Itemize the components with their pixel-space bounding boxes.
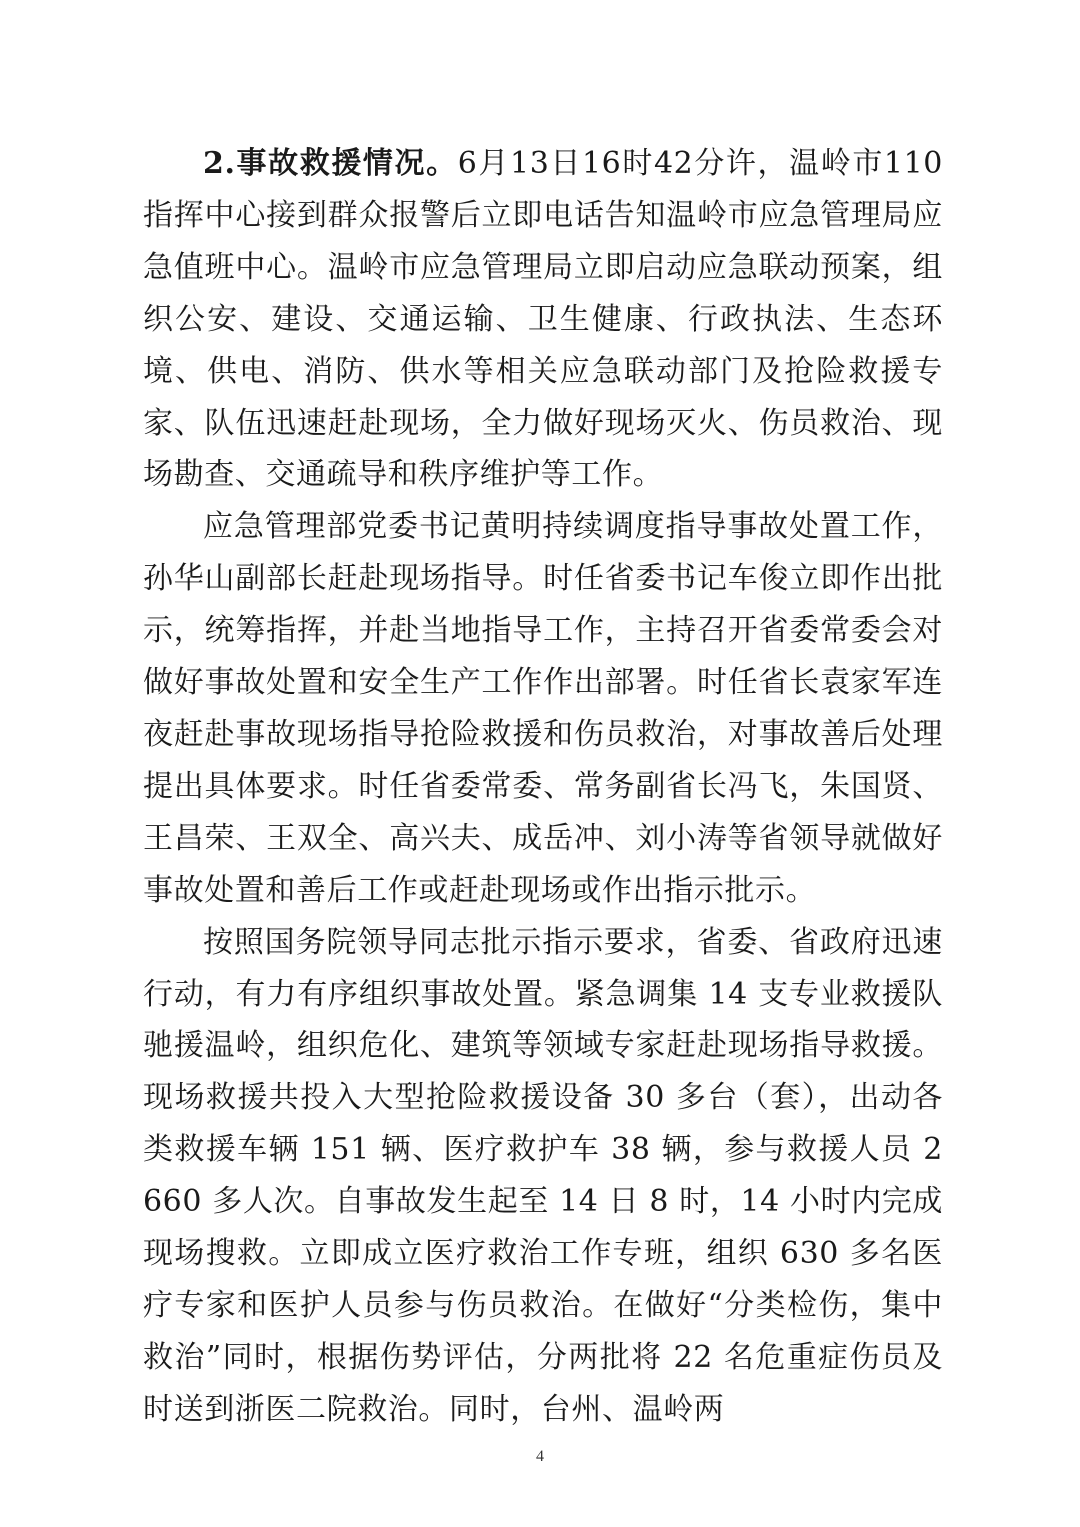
section-heading: 2.事故救援情况。 [203,146,458,181]
paragraph-emergency-disposal [143,917,943,1436]
paragraph-text: 应急管理部党委书记黄明持续调度指导事故处置工作，孙华山副部长赶赴现场指导。时任省委书记车俊立即作出批示，统筹指挥，并赴当地指导工作，主持召开省委常委会对做好事故处置和安全生产工作作出部署。时任省长袁家军连夜赶赴事故现场指导抢险救援和伤员救治，对事故善后处理提出具体要求。时任省委常委、常务副省长冯飞，朱国贤、王昌荣、王双全、高兴夫、成岳冲、刘小涛等省领导就做好事故处置和善后工作或赶赴现场或作出指示批示。 [143,509,943,908]
paragraph-text: 6月13日16时42分许，温岭市110指挥中心接到群众报警后立即电话告知温岭市应急管理局应急值班中心。温岭市应急管理局立即启动应急联动预案，组织公安、建设、交通运输、卫生健康、行政执法、生态环境、供电、消防、供水等相关应急联动部门及抢险救援专家、队伍迅速赶赴现场，全力做好现场灭火、伤员救治、现场勘查、交通疏导和秩序维护等工作。 [143,146,943,493]
page-number: 4 [536,1448,544,1465]
paragraph-text: 按照国务院领导同志批示指示要求，省委、省政府迅速行动，有力有序组织事故处置。紧急调集 14 支专业救援队驰援温岭，组织危化、建筑等领域专家赶赴现场指导救援。现场救援共投入大型抢险救援设备 30 多台（套），出动各类救援车辆 151 辆、医疗救护车 38 辆，参与救援人员 2660 多人次。自事故发生起至 14 日 8 时，14 小时内完成现场搜救。立即成立医疗救治工作专班，组织 630 多名医疗专家和医护人员参与伤员救治。在做好“分类检伤，集中救治”同时，根据伤势评估，分两批将 22 名危重症伤员及时送到浙医二院救治。同时，台州、温岭两 [143,924,943,1427]
body-text [143,138,943,1436]
paragraph-rescue-situation [143,138,943,501]
paragraph-leadership-response [143,501,943,916]
